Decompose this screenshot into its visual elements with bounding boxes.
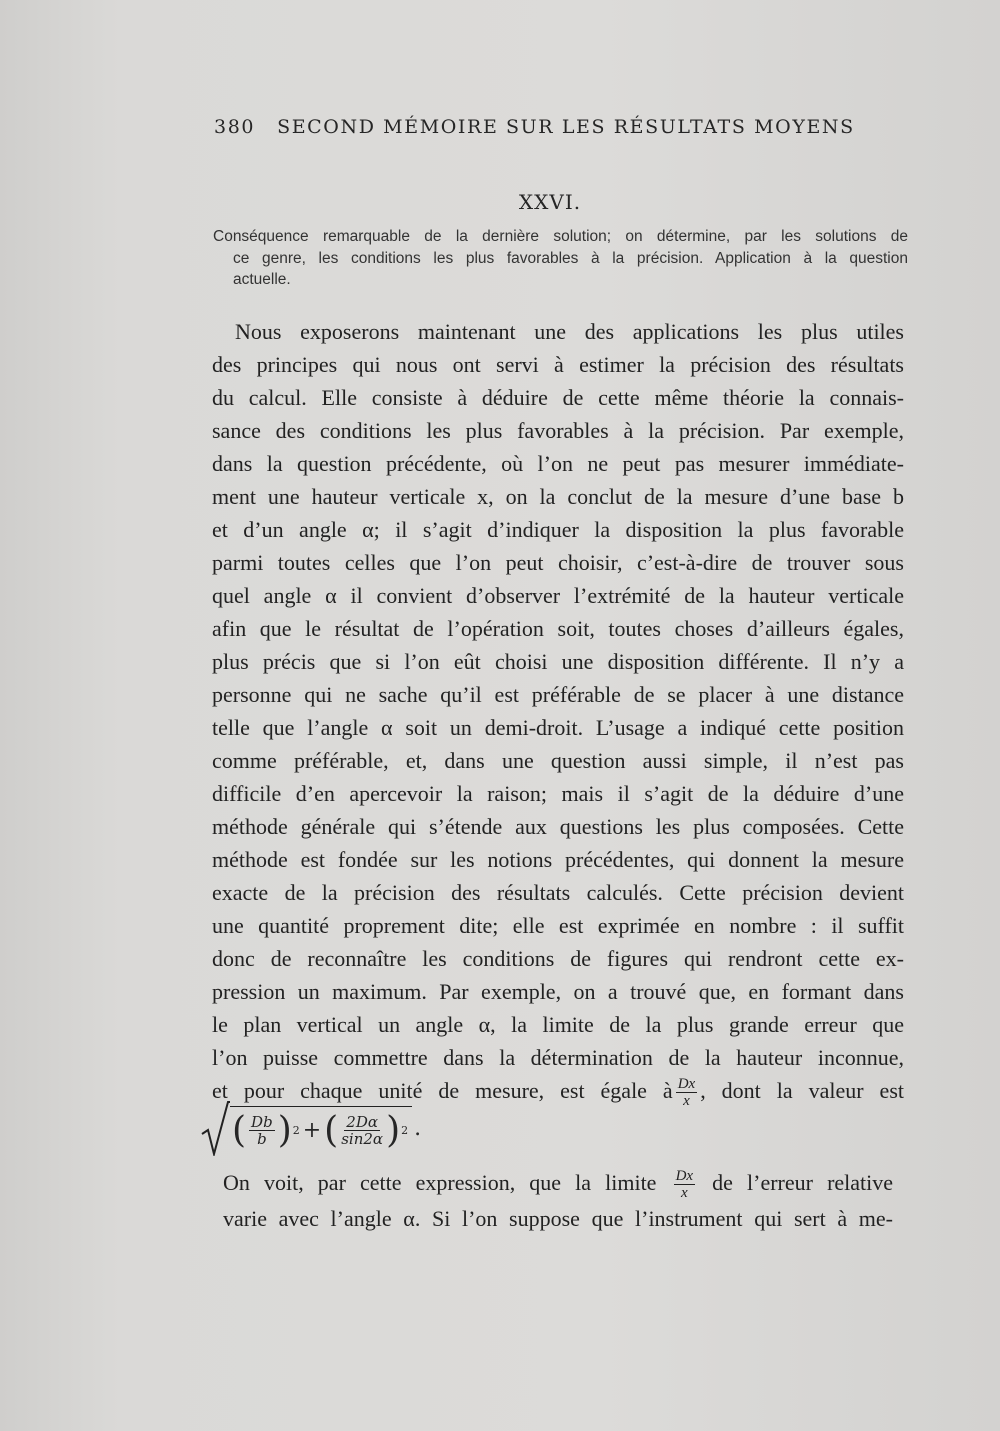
body-line: méthode générale qui s’étende aux questions les plus composées. Cette (212, 814, 904, 839)
body-line: exacte de la précision des résultats calculés. Cette précision devient (212, 880, 904, 905)
body-line: comme préférable, et, dans une question aussi simple, il n’est pas (212, 748, 904, 773)
body-line: difficile d’en apercevoir la raison; mais il s’agit de la déduire d’une (212, 781, 904, 806)
body-line: quel angle α il convient d’observer l’extrémité de la hauteur verticale (212, 583, 904, 608)
body-line: afin que le résultat de l’opération soit, toutes choses d’ailleurs égales, (212, 616, 904, 641)
body-line: méthode est fondée sur les notions précédentes, qui donnent la mesure (212, 847, 904, 872)
body-line: parmi toutes celles que l’on peut choisir, c’est-à-dire de trouver sous (212, 550, 904, 575)
body-line: plus précis que si l’on eût choisi une disposition différente. Il n’y a (212, 649, 904, 674)
body-line: pression un maximum. Par exemple, on a trouvé que, en formant dans (212, 979, 904, 1004)
body-line: le plan vertical un angle α, la limite de la plus grande erreur que (212, 1012, 904, 1037)
summary-line: actuelle. (233, 271, 291, 288)
formula (200, 1098, 421, 1158)
running-header (214, 116, 904, 138)
summary-line: Conséquence remarquable de la dernière solution; on détermine, par les solutions de (213, 228, 908, 245)
fraction-dx-x: $\frac{Dx}{x}$ (677, 1076, 696, 1110)
body-line: et d’un angle α; il s’agit d’indiquer la disposition la plus favorable (212, 517, 904, 542)
body-text (212, 315, 904, 1109)
fraction-2dalpha-sin2alpha: $\frac{2D\alpha}{\sin 2\alpha}$ (341, 1113, 384, 1148)
plus-sign: + (302, 1118, 322, 1143)
body-line: du calcul. Elle consiste à déduire de cette même théorie la connais- (212, 385, 904, 410)
radical-sign-icon (200, 1100, 230, 1156)
body-text-continued (223, 1165, 893, 1237)
section-summary (213, 226, 908, 291)
body-line: ment une hauteur verticale x, on la conclut de la mesure d’une base b (212, 484, 904, 509)
section-number: XXVI. (518, 190, 582, 214)
summary-line: ce genre, les conditions les plus favorables à la précision. Application à la question (233, 249, 908, 267)
body-line: On voit, par cette expression, que la limite $\frac{Dx}{x}$ de l’erreur relative (223, 1168, 894, 1202)
body-line: l’on puisse commettre dans la détermination de la hauteur inconnue, (212, 1045, 904, 1070)
body-line: varie avec l’angle α. Si l’on suppose que l’instrument qui sert à me- (223, 1206, 893, 1232)
body-line: Nous exposerons maintenant une des applications les plus utiles (235, 319, 904, 344)
body-line: des principes qui nous ont servi à estimer la précision des résultats (212, 352, 904, 377)
fraction-dx-x: $\frac{Dx}{x}$ (675, 1168, 694, 1202)
fraction-db-b: $\frac{Db}{b}$ (251, 1113, 273, 1148)
body-line: personne qui ne sache qu’il est préférable de se placer à une distance (212, 682, 904, 707)
page-number: 380 (214, 116, 256, 138)
body-line: telle que l’angle α soit un demi-droit. L’usage a indiqué cette position (212, 715, 904, 740)
body-line: donc de reconnaître les conditions de figures qui rendront cette ex- (212, 946, 904, 971)
body-line: une quantité proprement dite; elle est exprimée en nombre : il suffit (212, 913, 904, 938)
body-line: dans la question précédente, où l’on ne peut pas mesurer immédiate- (212, 451, 904, 476)
body-line: et pour chaque unité de mesure, est égale à $\frac{Dx}{x}$ , dont la valeur est (212, 1076, 904, 1110)
radicand: ( $\frac{Db}{b}$ ) 2 + ( $\frac{2D\alpha}{\sin 2\alpha}$ ) 2 (230, 1106, 412, 1151)
exponent: 2 (401, 1124, 409, 1137)
body-line: sance des conditions les plus favorables à la précision. Par exemple, (212, 418, 904, 443)
running-title: SECOND MÉMOIRE SUR LES RÉSULTATS MOYENS (277, 116, 855, 138)
formula-period: . (414, 1115, 422, 1141)
exponent: 2 (292, 1124, 300, 1137)
